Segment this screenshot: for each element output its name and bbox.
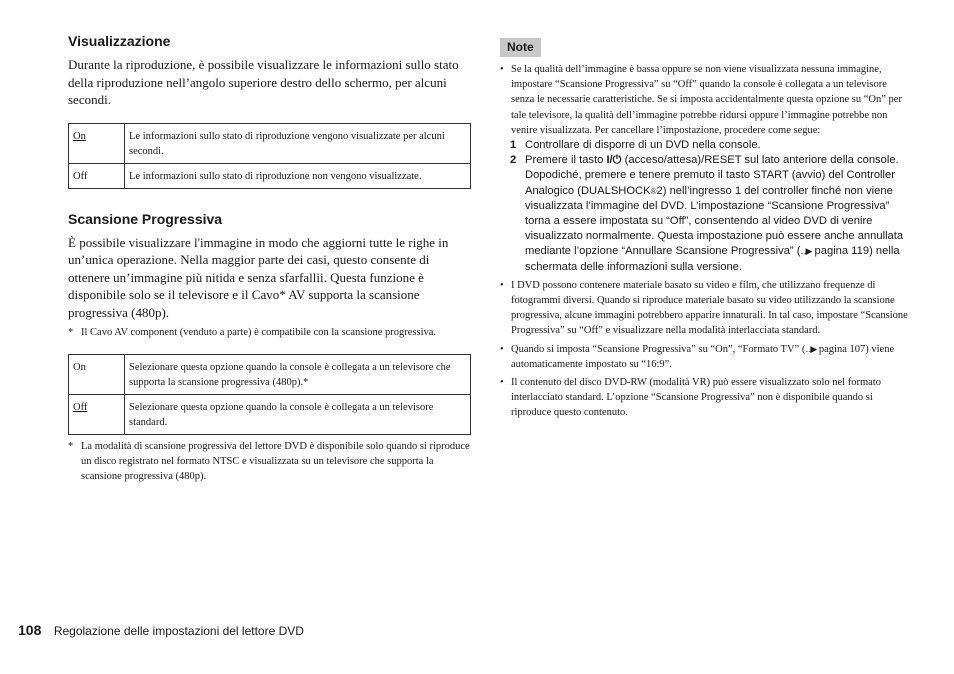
option-description: Selezionare questa opzione quando la console è collegata a un televisore standard. [125,395,471,435]
step-1: 1 Controllare di disporre di un DVD nella console. [510,139,761,152]
scansione-options-table [68,354,471,435]
bullet-icon: • [500,279,504,291]
section-title-visualizzazione: Visualizzazione [68,33,171,49]
step-2: 2 Premere il tasto I/⏻ (acceso/attesa)/RESET sul lato anteriore della console. [510,154,899,167]
page-reference-arrow-icon: ‥▶ [805,343,817,354]
list-item: • I DVD possono contenere materiale basato su video e film, che utilizzano frequenze di fotogrammi diversi. Quando si riproduce materiale basato su video utilizzando la scansione progressiva, alcune immagini potrebbero apparire innaturali. In tal caso, impostare “Scansione Progressiva” su “Off” e visualizzare nella modalità interlacciata standard. [500,278,908,339]
page-reference-arrow-icon: ‥▶ [800,246,812,257]
option-key: Off [69,395,125,435]
table-row [69,395,471,435]
step-2-details: Dopodiché, premere e tenere premuto il tasto START (avvio) del Controller Analogico (DUALSHOCK®2) nell’ingresso 1 del controller finché non viene visualizzata l’immagine del DVD. L’impostazione “Scansione Progressiva” torna a essere impostata su “Off”, consentendo al video DVD di venire visualizzato normalmente. Questa impostazione può essere anche annullata mediante l’opzione “Annullare Scansione Progressiva” (‥▶ pagina 119) nella schermata delle informazioni sulla versione. [525,169,904,273]
option-description: Le informazioni sullo stato di riproduzione non vengono visualizzate. [125,163,471,188]
option-key: On [69,123,125,163]
table-row [69,123,471,163]
bullet-icon: • [500,377,504,389]
note-badge: Note [500,38,541,57]
footnote-cavo-av: * Il Cavo AV component (venduto a parte) è compatibile con la scansione progressiva. [68,327,437,338]
list-item: • Se la qualità dell’immagine è bassa oppure se non viene visualizzata nessuna immagine, impostare “Scansione Progressiva” su “Off” quando la console è collegata a un televisore senza le necessarie caratteristiche. Se si imposta accidentalmente questa opzione su “On” per tale televisore, la qualità dell’immagine potrebbe ridursi oppure l’immagine potrebbe non venire visualizzata. Per cancellare l’impostazione, procedere come segue: [500,62,908,138]
footnote-asterisk: * [68,327,74,338]
scansione-description: È possibile visualizzare l'immagine in modo che aggiorni tutte le righe in un’unica operazione. Nella maggior parte dei casi, questo consente di ottenere un’immagine più nitida e senza sfarfallii. Questa funzione è disponibile solo se il televisore e il Cavo* AV supporta la scansione progressiva (480p). [68,234,449,320]
bullet-icon: • [500,64,504,75]
list-item: • Il contenuto del disco DVD-RW (modalità VR) può essere visualizzato solo nel formato interlacciato standard. L’opzione “Scansione Progressiva” non è disponibile quando si riproduce questo contenuto. [500,375,908,421]
page-footer [18,622,304,640]
visualizzazione-description: Durante la riproduzione, è possibile visualizzare le informazioni sullo stato della riproduzione nell’angolo superiore destro dello schermo, per alcuni secondi. [68,57,459,107]
table-row [69,355,471,395]
footnote-ntsc: * La modalità di scansione progressiva del lettore DVD è disponibile solo quando si riproduce un disco registrato nel formato NTSC e visualizzata su un televisore che supporta la scansione progressiva (480p). [68,441,470,482]
option-description: Selezionare questa opzione quando la console è collegata a un televisore che supporta la scansione progressiva (480p).* [125,355,471,395]
list-item: • Quando si imposta “Scansione Progressiva” su “On”, “Formato TV” (‥▶ pagina 107) viene automaticamente impostato su “16:9”. [500,342,908,372]
notes-list [500,62,908,421]
left-column [68,32,472,484]
page-number: 108 [18,622,42,638]
footer-section-title: Regolazione delle impostazioni del lettore DVD [53,624,304,638]
option-key: Off [69,163,125,188]
visualizzazione-options-table [68,123,471,189]
section-title-scansione-progressiva: Scansione Progressiva [68,210,223,227]
option-description: Le informazioni sullo stato di riproduzione vengono visualizzate per alcuni secondi. [125,123,471,163]
right-column [500,38,908,421]
power-icon: I/⏻ [606,154,622,167]
footnote-asterisk: * [68,441,74,452]
registered-mark: ® [650,186,657,196]
option-key: On [69,355,125,395]
bullet-icon: • [500,343,504,355]
table-row [69,163,471,188]
